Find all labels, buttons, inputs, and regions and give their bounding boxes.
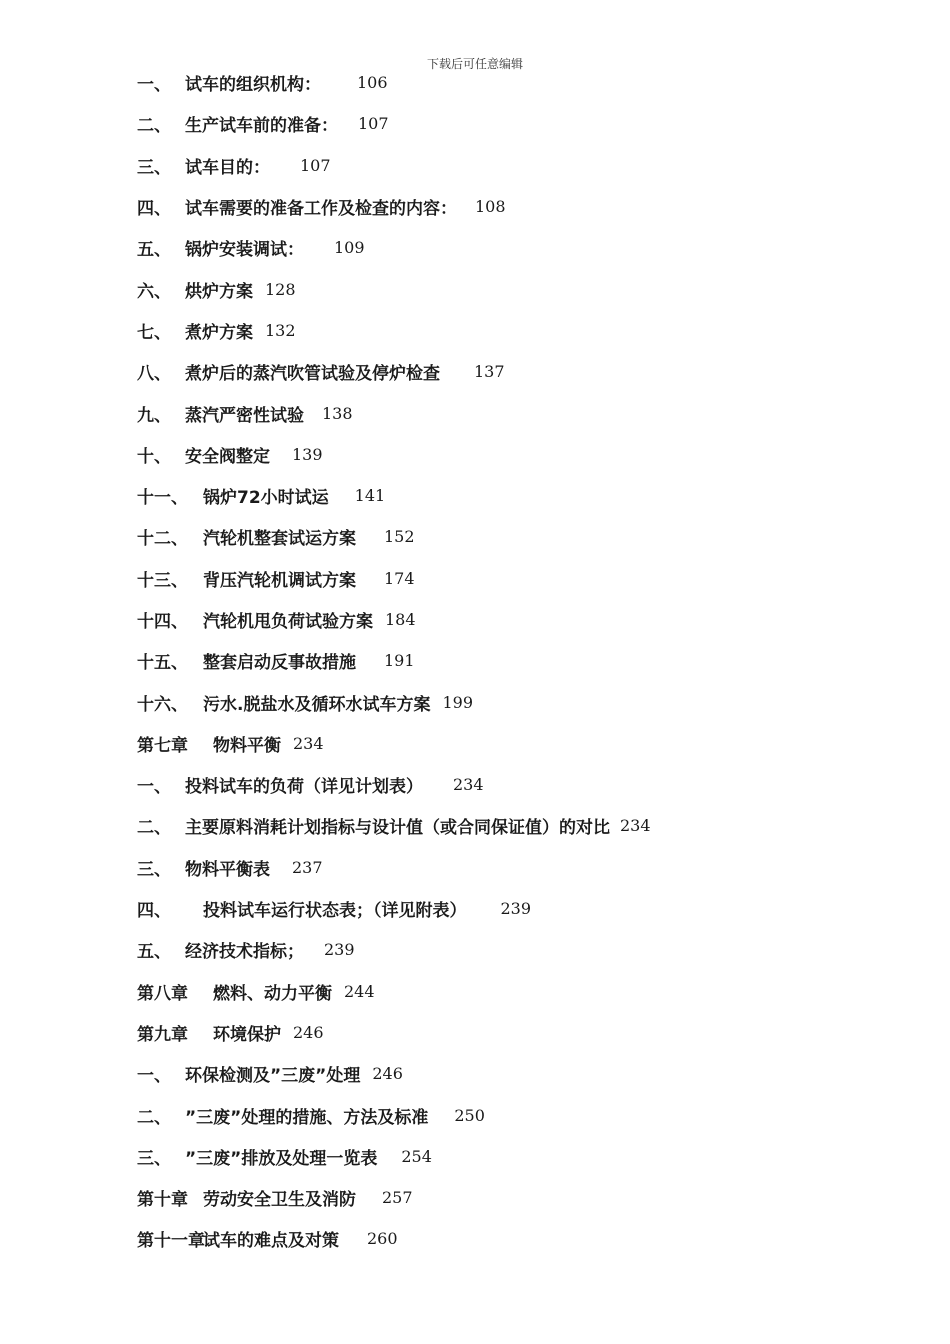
toc-page: 152	[384, 527, 415, 547]
toc-number: 第八章	[137, 983, 188, 1004]
toc-title: 烘炉方案	[185, 281, 253, 302]
toc-number: 十、	[137, 446, 171, 467]
toc-entry[interactable]	[137, 1053, 917, 1094]
toc-entry[interactable]	[137, 516, 917, 557]
toc-number: 五、	[137, 240, 171, 261]
toc-page: 199	[442, 692, 474, 712]
toc-title: 锅炉72小时试运	[203, 488, 329, 509]
table-of-contents	[137, 62, 917, 1260]
toc-number: 七、	[137, 322, 171, 343]
toc-number: 二、	[137, 1107, 171, 1128]
toc-page: 239	[324, 940, 355, 960]
toc-number: 一、	[137, 777, 171, 798]
toc-entry[interactable]	[137, 805, 917, 846]
toc-page: 132	[265, 320, 296, 340]
toc-number: 二、	[137, 116, 171, 137]
toc-title: ”三废”处理的措施、方法及标准	[185, 1107, 429, 1128]
toc-page: 191	[384, 651, 415, 671]
toc-entry[interactable]	[137, 434, 917, 475]
toc-title: 劳动安全卫生及消防	[203, 1190, 356, 1211]
toc-page: 137	[474, 362, 505, 382]
toc-title: 煮炉方案	[185, 322, 253, 343]
toc-title: 环保检测及”三废”处理	[185, 1066, 361, 1087]
toc-title: 安全阀整定	[185, 446, 270, 467]
toc-page: 234	[620, 816, 651, 836]
toc-title: 蒸汽严密性试验	[185, 405, 304, 426]
toc-page: 107	[358, 114, 389, 134]
toc-number: 三、	[137, 157, 171, 178]
toc-entry[interactable]	[137, 723, 917, 764]
toc-title: 试车目的：	[185, 157, 270, 178]
toc-entry[interactable]	[137, 475, 917, 516]
toc-title: 汽轮机整套试运方案	[203, 529, 356, 550]
toc-page: 260	[367, 1229, 398, 1249]
toc-entry[interactable]	[137, 227, 917, 268]
toc-entry[interactable]	[137, 888, 917, 929]
toc-number: 第七章	[137, 735, 188, 756]
toc-entry[interactable]	[137, 1177, 917, 1218]
toc-page: 250	[454, 1105, 485, 1125]
toc-title: 物料平衡	[213, 735, 281, 756]
toc-page: 138	[322, 403, 353, 423]
toc-number: 第十章	[137, 1190, 188, 1211]
toc-number: 五、	[137, 942, 171, 963]
toc-page: 234	[453, 775, 484, 795]
toc-number: 十三、	[137, 570, 188, 591]
toc-page: 141	[354, 486, 386, 506]
toc-number: 九、	[137, 405, 171, 426]
toc-number: 一、	[137, 1066, 171, 1087]
toc-entry[interactable]	[137, 186, 917, 227]
toc-entry[interactable]	[137, 103, 917, 144]
toc-number: 六、	[137, 281, 171, 302]
toc-title: 背压汽轮机调试方案	[203, 570, 356, 591]
toc-title: 汽轮机甩负荷试验方案	[203, 612, 373, 632]
toc-page: 246	[293, 1022, 324, 1042]
toc-number: 第十一章	[137, 1231, 205, 1252]
toc-title: 试车的组织机构：	[185, 75, 321, 96]
toc-number: 第九章	[137, 1024, 188, 1045]
toc-page: 128	[265, 279, 296, 299]
toc-page: 108	[475, 197, 506, 217]
toc-entry[interactable]	[137, 764, 917, 805]
toc-page: 106	[357, 73, 388, 93]
toc-title: 经济技术指标；	[185, 942, 304, 963]
toc-entry[interactable]	[137, 145, 917, 186]
toc-title: 投料试车运行状态表；（详见附表）	[203, 901, 467, 922]
toc-number: 三、	[137, 859, 171, 880]
toc-title: 煮炉后的蒸汽吹管试验及停炉检查	[185, 364, 440, 385]
toc-entry[interactable]	[137, 847, 917, 888]
toc-number: 十一、	[137, 488, 188, 509]
toc-title: 污水.脱盐水及循环水试车方案	[203, 694, 431, 715]
toc-title: 环境保护	[213, 1024, 281, 1045]
toc-entry[interactable]	[137, 1012, 917, 1053]
toc-entry[interactable]	[137, 1094, 917, 1135]
toc-entry[interactable]	[137, 351, 917, 392]
toc-page: 244	[344, 981, 375, 1001]
toc-page: 246	[372, 1064, 403, 1084]
toc-title: ”三废”排放及处理一览表	[185, 1148, 378, 1169]
toc-number: 四、	[137, 199, 171, 220]
toc-title: 生产试车前的准备：	[185, 116, 338, 137]
toc-title: 燃料、动力平衡	[213, 983, 332, 1004]
toc-title: 锅炉安装调试：	[185, 240, 304, 261]
toc-entry[interactable]	[137, 62, 917, 103]
toc-entry[interactable]	[137, 558, 917, 599]
toc-entry[interactable]	[137, 971, 917, 1012]
toc-page: 239	[500, 899, 532, 919]
toc-number: 一、	[137, 75, 171, 96]
toc-page: 139	[292, 444, 323, 464]
toc-page: 174	[384, 568, 415, 588]
toc-number: 四、	[137, 901, 171, 922]
toc-number: 十四、	[137, 612, 188, 632]
toc-entry[interactable]	[137, 268, 917, 309]
toc-number: 十五、	[137, 653, 188, 674]
toc-page: 107	[300, 155, 331, 175]
toc-entry[interactable]	[137, 1218, 917, 1259]
toc-entry[interactable]	[137, 681, 917, 722]
toc-entry[interactable]	[137, 599, 917, 640]
toc-title: 主要原料消耗计划指标与设计值（或合同保证值）的对比	[185, 818, 610, 839]
toc-number: 十二、	[137, 529, 188, 550]
toc-title: 试车需要的准备工作及检查的内容：	[185, 199, 457, 220]
toc-page: 257	[382, 1188, 413, 1208]
header-note: 下载后可任意编辑	[426, 57, 523, 71]
toc-page: 234	[293, 733, 324, 753]
toc-page: 184	[385, 610, 416, 629]
toc-number: 八、	[137, 364, 171, 385]
toc-entry[interactable]	[137, 310, 917, 351]
toc-entry[interactable]	[137, 1136, 917, 1177]
toc-title: 投料试车的负荷（详见计划表）	[185, 777, 423, 798]
toc-entry[interactable]	[137, 640, 917, 681]
toc-title: 试车的难点及对策	[203, 1231, 339, 1252]
toc-title: 整套启动反事故措施	[203, 653, 356, 674]
toc-number: 十六、	[137, 694, 188, 715]
toc-entry[interactable]	[137, 392, 917, 433]
toc-page: 237	[292, 857, 323, 877]
toc-page: 109	[334, 238, 365, 258]
toc-entry[interactable]	[137, 929, 917, 970]
toc-page: 254	[401, 1146, 432, 1166]
toc-number: 三、	[137, 1148, 171, 1169]
toc-number: 二、	[137, 818, 171, 839]
toc-title: 物料平衡表	[185, 859, 270, 880]
